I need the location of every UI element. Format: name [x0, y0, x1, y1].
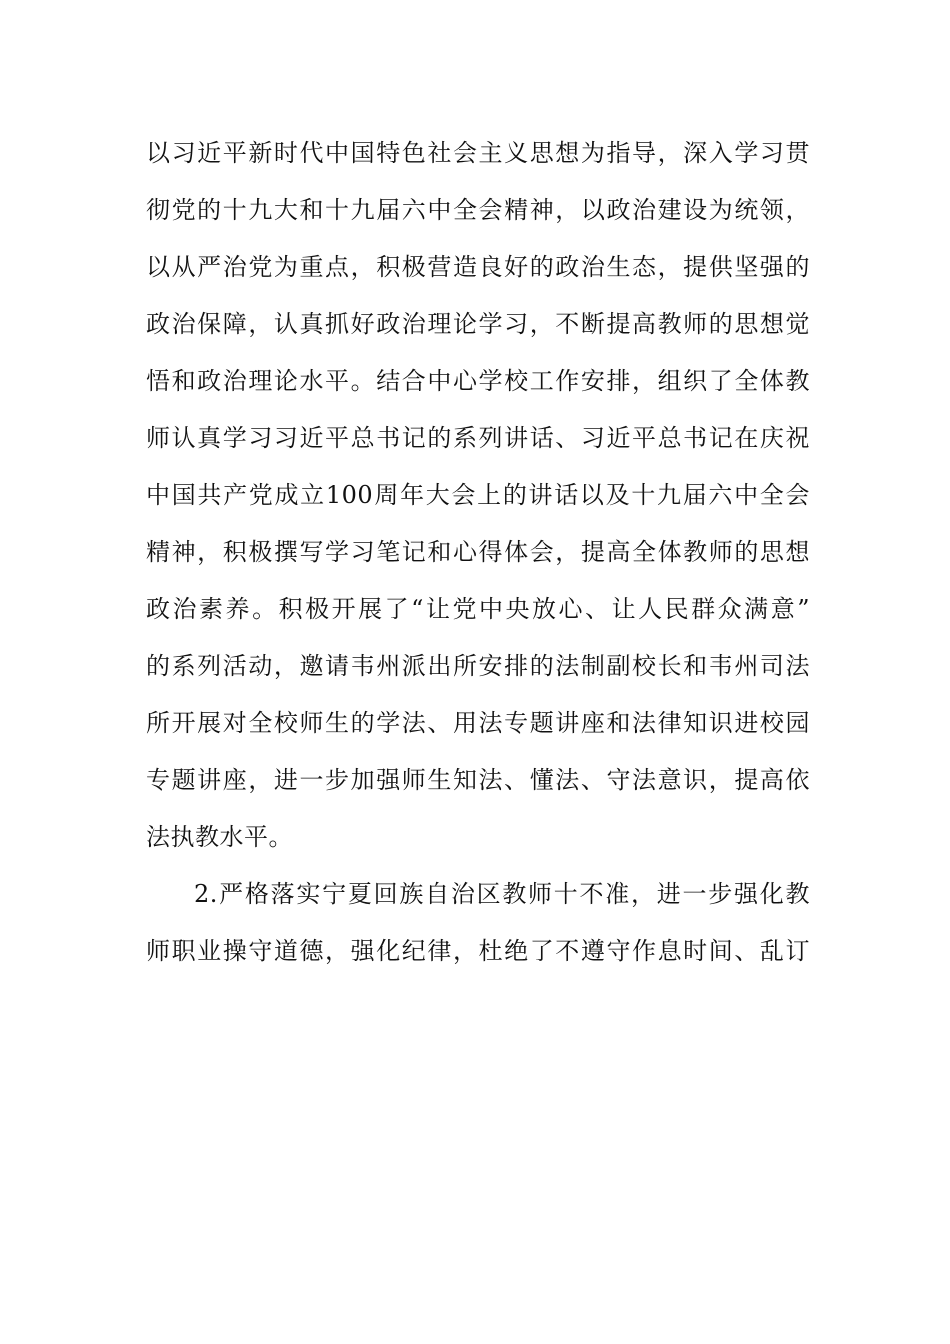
text-line: 以习近平新时代中国特色社会主义思想为指导，深入学习贯 [146, 139, 810, 167]
text-line: 师职业操守道德，强化纪律，杜绝了不遵守作息时间、乱订 [146, 937, 810, 965]
text-line: 所开展对全校师生的学法、用法专题讲座和法律知识进校园 [146, 709, 810, 737]
text-line: 悟和政治理论水平。结合中心学校工作安排，组织了全体教 [146, 367, 810, 395]
text-line: 精神，积极撰写学习笔记和心得体会，提高全体教师的思想 [146, 538, 810, 566]
text-line: 中国共产党成立100周年大会上的讲话以及十九届六中全会 [146, 481, 810, 509]
paragraph-end-line: 法执教水平。 [146, 823, 293, 851]
text-line: 师认真学习习近平总书记的系列讲话、习近平总书记在庆祝 [146, 424, 810, 452]
body-text [146, 133, 810, 988]
text-line: 的系列活动，邀请韦州派出所安排的法制副校长和韦州司法 [146, 652, 810, 680]
text-line: 政治素养。积极开展了“让党中央放心、让人民群众满意” [146, 595, 810, 623]
text-line: 彻党的十九大和十九届六中全会精神，以政治建设为统领， [146, 196, 810, 224]
numbered-paragraph-start: 2.严格落实宁夏回族自治区教师十不准，进一步强化教 [194, 880, 810, 908]
text-line: 以从严治党为重点，积极营造良好的政治生态，提供坚强的 [146, 253, 810, 281]
text-line: 专题讲座，进一步加强师生知法、懂法、守法意识，提高依 [146, 766, 810, 794]
text-line: 政治保障，认真抓好政治理论学习，不断提高教师的思想觉 [146, 310, 810, 338]
